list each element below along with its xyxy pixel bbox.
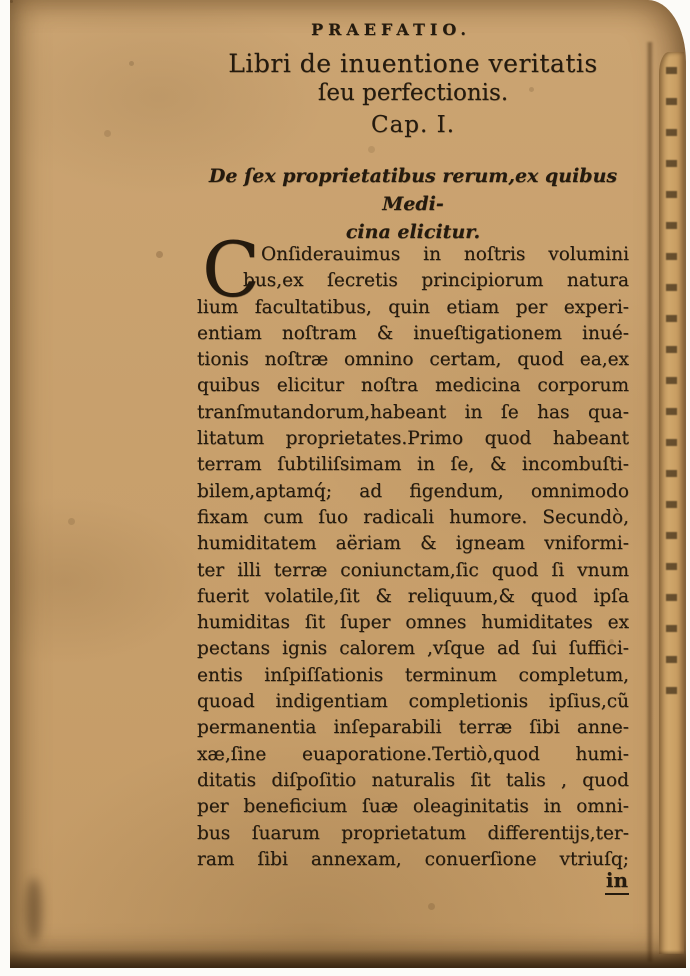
body-text-line: pectans ignis calorem ,vſque ad ſui ſuffici-: [197, 638, 629, 660]
catchword: [197, 868, 629, 892]
body-text-line: bus,ex ſecretis principiorum natura: [243, 270, 629, 292]
body-text-line: entis inſpiſſationis terminum completum,: [197, 664, 629, 686]
running-title: PRAEFATIO.: [311, 20, 471, 39]
chapter-number: Cap. I.: [370, 112, 456, 138]
book-title-line-2: ſeu perfectionis.: [317, 80, 509, 106]
catchword-text: in: [605, 868, 629, 895]
body-text-line: humiditas ſit ſuper omnes humiditates ex: [197, 612, 629, 634]
next-page-fore-edge: [659, 52, 684, 954]
body-text-line: terram ſubtiliſsimam in ſe, & incombuſti-: [197, 454, 629, 476]
body-text-line: tranſmutandorum,habeant in ſe has qua-: [197, 401, 629, 423]
body-text-line: litatum proprietates.Primo quod habeant: [197, 428, 629, 450]
body-text-line: entiam noſtram & inueſtigationem inué-: [197, 322, 629, 344]
body-text-line: bilem,aptamq́; ad figendum, omnimodo: [197, 480, 629, 502]
bottom-shadow: [10, 950, 686, 968]
body-text-line: permanentia inſeparabili terræ ſibi anne-: [197, 717, 629, 739]
show-through-marks: [10, 0, 13, 3]
body-text-line: xæ,ſine euaporatione.Tertiò,quod humi-: [197, 743, 629, 765]
argument-line-1: De ſex proprietatibus rerum,ex quibus Medi-: [208, 165, 618, 215]
body-text-line: humiditatem aëriam & igneam vniformi-: [197, 533, 629, 555]
body-text-line: per beneficium ſuæ oleaginitatis in omni-: [197, 796, 629, 818]
argument-line-2: cina elicitur.: [345, 221, 481, 243]
body-text-line: quibus elicitur noſtra medicina corporum: [197, 375, 629, 397]
drop-cap-initial: C: [202, 225, 261, 314]
body-text-line: Onſiderauimus in noſtris volumini: [261, 244, 629, 265]
fore-edge-letter-marks: [666, 58, 677, 707]
body-text-line: lium facultatibus, quin etiam per experi-: [197, 296, 629, 318]
body-text-line: fixam cum ſuo radicali humore. Secundò,: [197, 506, 629, 528]
body-text-line: ter illi terræ coniunctam,ſic quod ſi vnum: [197, 559, 629, 581]
body-text-line: bus ſuarum proprietatum differentijs,ter-: [197, 822, 629, 844]
book-title-line-1: Libri de inuentione veritatis: [228, 49, 598, 78]
body-text-line: ditatis diſpoſitio naturalis ſit talis , quod: [197, 769, 629, 791]
page-photo: [10, 0, 686, 968]
body-text-line: fuerit volatile,ſit & reliquum,& quod ipſa: [197, 585, 629, 607]
chapter-argument: [197, 162, 629, 246]
body-text-line: tionis noſtræ omnino certam, quod ea,ex: [197, 349, 629, 371]
body-text-line: quoad indigentiam completionis ipſius,cũ: [197, 691, 629, 713]
bottom-left-smudge: [26, 878, 42, 942]
page-edge-crease: [646, 42, 653, 962]
body-text-line: ram ſibi annexam, conuerſione vtriuſq;: [197, 848, 629, 870]
